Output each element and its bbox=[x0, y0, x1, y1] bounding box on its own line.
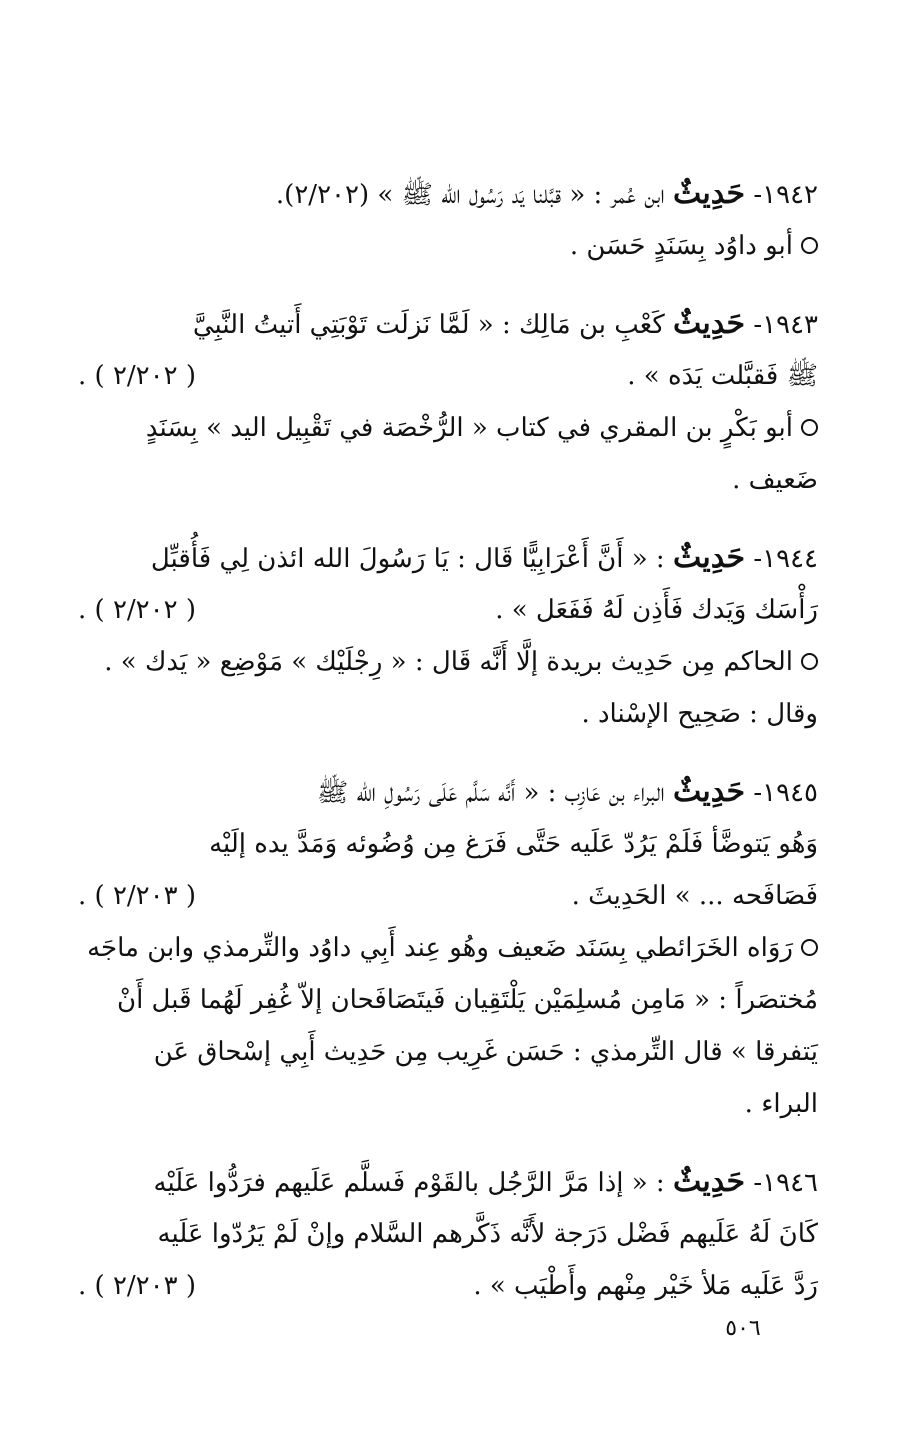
hadith-text-line bbox=[78, 1156, 818, 1208]
commentary-line bbox=[78, 1078, 818, 1130]
hadith-text-line bbox=[78, 870, 818, 922]
hadith-text: كَعْبِ بن مَالِك : « لَمَّا نَزلَت تَوْبَتِي أَتيتُ النَّبِيَّ bbox=[192, 310, 665, 340]
hadith-text: وَهُو يَتوضَّأ فَلَمْ يَرُدّ عَلَيه حَتَّى فَرَغ مِن وُضُوئه وَمَدَّ يده إلَيْه bbox=[209, 829, 818, 859]
hadith-number: ١٩٤٤- bbox=[753, 544, 818, 574]
hadith-text: رَأْسَك وَيَدك فَأَذِن لَهُ فَفَعَل » . bbox=[495, 595, 818, 625]
hadith-text-line bbox=[78, 350, 818, 402]
hadith-text-line bbox=[78, 818, 818, 870]
circle-bullet-icon bbox=[801, 939, 818, 956]
hadith-entry bbox=[78, 298, 818, 506]
hadith-number: ١٩٤٥- bbox=[753, 778, 818, 808]
hadith-label: حَدِيثٌ bbox=[672, 1164, 746, 1199]
document-page bbox=[78, 168, 818, 1312]
hadith-entry bbox=[78, 766, 818, 1130]
hadith-text-line bbox=[78, 532, 818, 584]
page-number: ٥٠٦ bbox=[725, 1316, 761, 1341]
hadith-text-line bbox=[78, 168, 818, 220]
commentary-text: رَوَاه الخَرَائطي بِسَنَد ضَعيف وهُو عِند أَبِي داوُد والتِّرمذي وابن ماجَه bbox=[87, 933, 793, 963]
hadith-text: فَصَافَحه ... » الحَدِيثَ . bbox=[571, 881, 818, 911]
source-reference: ( ٢/٢٠٣ ) . bbox=[78, 881, 196, 911]
hadith-label: حَدِيثٌ bbox=[672, 176, 746, 211]
hadith-entry bbox=[78, 168, 818, 272]
hadith-text: البراء بن عَازِب : « أَنَّه سَلَّم عَلَى رَسُولِ الله ﷺ bbox=[316, 778, 665, 808]
hadith-text-line bbox=[78, 584, 818, 636]
hadith-text: : « إذا مَرَّ الرَّجُل بالقَوْم فَسلَّم عَلَيهم فرَدُّوا عَلَيْه bbox=[153, 1168, 665, 1198]
hadith-text-line bbox=[78, 1260, 818, 1312]
hadith-text: : « أَنَّ أَعْرَابِيًّا قَال : يَا رَسُولَ الله ائذن لِي فَأُقبِّل bbox=[150, 544, 665, 574]
source-reference: ( ٢/٢٠٣ ) . bbox=[78, 1271, 196, 1301]
commentary-line bbox=[78, 922, 818, 974]
hadith-text-line bbox=[78, 766, 818, 818]
hadith-label: حَدِيثٌ bbox=[672, 774, 746, 809]
hadith-entry bbox=[78, 532, 818, 740]
circle-bullet-icon bbox=[801, 419, 818, 436]
source-reference: ( ٢/٢٠٢ ) . bbox=[78, 595, 196, 625]
hadith-label: حَدِيثٌ bbox=[672, 306, 746, 341]
hadith-number: ١٩٤٢- bbox=[753, 180, 818, 210]
commentary-text: أبو داوُد بِسَنَدٍ حَسَن . bbox=[569, 231, 793, 261]
commentary-line bbox=[78, 688, 818, 740]
commentary-text: مُختصَراً : « مَامِن مُسلِمَيْن يَلْتَقِيان فَيتَصَافَحان إلاّ غُفِر لَهُما قَبل أَنْ bbox=[116, 985, 818, 1015]
commentary-text: ضَعيف . bbox=[732, 465, 818, 495]
commentary-text: الحاكم مِن حَدِيث بريدة إلَّا أَنَّه قَال : « رِجْلَيْك » مَوْضِع « يَدك » . bbox=[104, 647, 793, 677]
commentary-line bbox=[78, 402, 818, 454]
hadith-label: حَدِيثٌ bbox=[672, 540, 746, 575]
commentary-line bbox=[78, 220, 818, 272]
commentary-text: أبو بَكْرٍ بن المقري في كتاب « الرُّخْصَة في تَقْبِيل اليد » بِسَنَدٍ bbox=[145, 413, 793, 443]
commentary-line bbox=[78, 636, 818, 688]
source-reference: ( ٢/٢٠٢ ) . bbox=[78, 361, 196, 391]
hadith-number: ١٩٤٣- bbox=[753, 310, 818, 340]
commentary-line bbox=[78, 1026, 818, 1078]
commentary-text: البراء . bbox=[744, 1089, 818, 1119]
commentary-line bbox=[78, 974, 818, 1026]
hadith-text: كَانَ لَهُ عَلَيهم فَضْل دَرَجة لأَنَّه ذَكَّرهم السَّلام وإنْ لَمْ يَرُدّوا عَلَيه bbox=[157, 1219, 818, 1249]
hadith-text: رَدَّ عَلَيه مَلأ خَيْر مِنْهم وأَطْيَب » . bbox=[473, 1271, 818, 1301]
commentary-text: وقال : صَحِيح الإسْناد . bbox=[581, 699, 818, 729]
circle-bullet-icon bbox=[801, 237, 818, 254]
hadith-text-line bbox=[78, 298, 818, 350]
hadith-text: ابن عُمر : « قبَّلنا يَد رَسُول الله ﷺ » (٢/٢٠٢). bbox=[275, 180, 665, 210]
hadith-number: ١٩٤٦- bbox=[753, 1168, 818, 1198]
hadith-entry bbox=[78, 1156, 818, 1312]
hadith-text-line bbox=[78, 1208, 818, 1260]
commentary-text: يَتفرقا » قال التِّرمذي : حَسَن غَرِيب مِن حَدِيث أَبِي إسْحاق عَن bbox=[153, 1037, 818, 1067]
hadith-text: ﷺ فَقبَّلت يَدَه » . bbox=[627, 361, 818, 391]
commentary-line bbox=[78, 454, 818, 506]
circle-bullet-icon bbox=[801, 653, 818, 670]
